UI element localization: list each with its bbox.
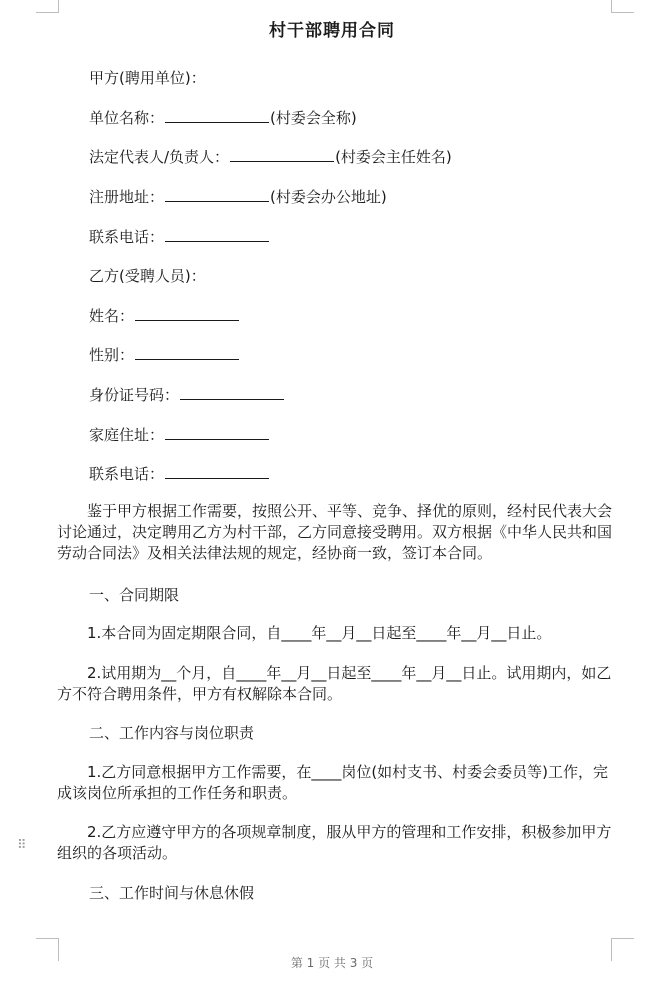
crop-mark-top-left [36,0,59,13]
party-a-rep-field[interactable] [230,147,334,162]
party-a-heading: 甲方(聘用单位)： [89,69,206,87]
party-b-address-label: 家庭住址： [89,426,165,444]
party-b-phone-label: 联系电话： [89,465,165,483]
party-b-gender-label: 性别： [89,346,135,364]
section1-item1: 1.本合同为固定期限合同，自____年__月__日起至____年__月__日止。 [57,624,552,642]
section1-heading: 一、合同期限 [89,586,180,604]
party-a-address-hint: (村委会办公地址) [270,188,387,206]
party-a-name-hint: (村委会全称) [270,109,357,127]
party-a-address-label: 注册地址： [89,188,165,206]
party-b-phone-field[interactable] [165,464,269,479]
party-b-id-line [89,384,285,406]
section2-item1: 1.乙方同意根据甲方工作需要，在____岗位(如村支书、村委会委员等)工作，完成该岗位所承担的工作任务和职责。 [57,763,609,802]
party-a-phone-field[interactable] [165,227,269,242]
party-a-name-label: 单位名称： [89,109,165,127]
party-a-name-line [89,107,357,129]
preamble-paragraph: 鉴于甲方根据工作需要，按照公开、平等、竞争、择优的原则，经村民代表大会讨论通过，决定聘用乙方为村干部，乙方同意接受聘用。双方根据《中华人民共和国劳动合同法》及相关法律法规的规定，经协商一致，签订本合同。 [57,502,613,562]
party-b-heading: 乙方(受聘人员)： [89,267,206,285]
party-a-address-line [89,186,387,208]
drag-handle-icon[interactable]: ⠿ [17,838,27,853]
page-indicator: 第 1 页 共 3 页 [290,956,374,970]
party-a-rep-line [89,146,452,168]
party-b-id-label: 身份证号码： [89,386,180,404]
party-a-rep-hint: (村委会主任姓名) [335,148,452,166]
section3-heading: 三、工作时间与休息休假 [89,884,255,902]
party-b-name-line [89,305,240,327]
party-b-gender-field[interactable] [135,345,239,360]
party-b-name-field[interactable] [135,306,239,321]
party-a-phone-line [89,226,270,248]
party-b-phone-line [89,463,270,485]
party-b-id-field[interactable] [180,385,284,400]
document-title: 村干部聘用合同 [269,21,395,41]
party-a-rep-label: 法定代表人/负责人： [89,148,230,166]
party-b-address-field[interactable] [165,425,269,440]
party-b-address-line [89,424,270,446]
section2-item2: 2.乙方应遵守甲方的各项规章制度，服从甲方的管理和工作安排，积极参加甲方组织的各项活动。 [57,823,612,862]
party-b-name-label: 姓名： [89,307,135,325]
party-a-phone-label: 联系电话： [89,228,165,246]
party-b-gender-line [89,344,240,366]
section1-item2: 2.试用期为__个月，自____年__月__日起至____年__月__日止。试用期内，如乙方不符合聘用条件，甲方有权解除本合同。 [57,664,612,703]
party-a-address-field[interactable] [165,187,269,202]
party-a-name-field[interactable] [165,108,269,123]
section2-heading: 二、工作内容与岗位职责 [89,724,255,742]
crop-mark-top-right [611,0,634,13]
